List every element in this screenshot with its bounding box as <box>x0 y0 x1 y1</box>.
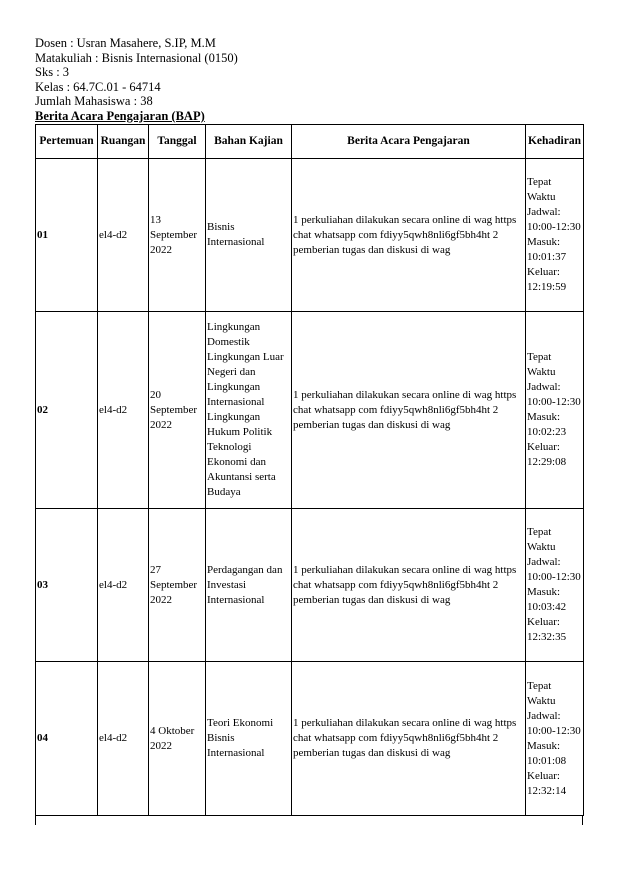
kehadiran-keluar: 12:32:14 <box>527 784 567 797</box>
table-row <box>36 312 584 509</box>
kehadiran-masuk-label: Masuk: <box>527 411 560 423</box>
kehadiran-masuk: 10:01:08 <box>527 754 567 767</box>
kelas-line: Kelas : 64.7C.01 - 64714 <box>35 79 161 94</box>
table-header-row <box>36 125 584 159</box>
cell-tanggal: 27 September 2022 <box>149 509 206 662</box>
cell-berita-acara: 1 perkuliahan dilakukan secara online di wag https chat whatsapp com fdiyy5qwh8nli6gf5bh4ht 2 pemberian tugas dan diskusi di wag <box>292 662 526 816</box>
kehadiran-jadwal-label: Jadwal: <box>527 206 561 218</box>
cell-ruangan: el4-d2 <box>98 159 149 312</box>
kehadiran-masuk-label: Masuk: <box>527 586 560 598</box>
kehadiran-status: Tepat Waktu <box>527 679 556 707</box>
jumlah-mahasiswa-line: Jumlah Mahasiswa : 38 <box>35 94 153 109</box>
kehadiran-jadwal-label: Jadwal: <box>527 556 561 568</box>
cell-tanggal: 4 Oktober 2022 <box>149 662 206 816</box>
table-row <box>36 159 584 312</box>
cell-pertemuan: 04 <box>36 662 98 816</box>
kehadiran-keluar: 12:19:59 <box>527 281 567 293</box>
header-bahan-kajian: Bahan Kajian <box>206 125 292 159</box>
table-row <box>36 509 584 662</box>
kehadiran-status: Tepat Waktu <box>527 526 556 553</box>
kehadiran-jadwal: 10:00-12:30 <box>527 221 581 233</box>
kehadiran-jadwal: 10:00-12:30 <box>527 571 581 583</box>
document-header <box>35 36 238 124</box>
kehadiran-masuk-label: Masuk: <box>527 236 560 248</box>
kehadiran-masuk: 10:03:42 <box>527 601 567 613</box>
cell-ruangan: el4-d2 <box>98 509 149 662</box>
cell-ruangan: el4-d2 <box>98 662 149 816</box>
header-tanggal: Tanggal <box>149 125 206 159</box>
cell-bahan-kajian: Perdagangan dan Investasi Internasional <box>206 509 292 662</box>
sks-line: Sks : 3 <box>35 65 70 80</box>
dosen-line: Dosen : Usran Masahere, S.IP, M.M <box>35 36 216 50</box>
table-row <box>36 662 584 816</box>
cell-kehadiran <box>526 509 584 662</box>
cell-ruangan: el4-d2 <box>98 312 149 509</box>
cell-berita-acara: 1 perkuliahan dilakukan secara online di wag https chat whatsapp com fdiyy5qwh8nli6gf5bh4ht 2 pemberian tugas dan diskusi di wag <box>292 312 526 509</box>
table-caption: Berita Acara Pengajaran (BAP) <box>35 108 205 123</box>
cell-bahan-kajian: Bisnis Internasional <box>206 159 292 312</box>
cell-berita-acara: 1 perkuliahan dilakukan secara online di wag https chat whatsapp com fdiyy5qwh8nli6gf5bh4ht 2 pemberian tugas dan diskusi di wag <box>292 509 526 662</box>
header-kehadiran: Kehadiran <box>526 125 584 159</box>
cell-kehadiran <box>526 662 584 816</box>
header-ruangan: Ruangan <box>98 125 149 159</box>
kehadiran-masuk-label: Masuk: <box>527 739 560 752</box>
cell-pertemuan: 01 <box>36 159 98 312</box>
kehadiran-keluar-label: Keluar: <box>527 441 560 453</box>
header-pertemuan: Pertemuan <box>36 125 98 159</box>
cell-pertemuan: 03 <box>36 509 98 662</box>
cell-pertemuan: 02 <box>36 312 98 509</box>
cell-bahan-kajian: Lingkungan Domestik Lingkungan Luar Negeri dan Lingkungan Internasional Lingkungan Hukum Politik Teknologi Ekonomi dan Akuntansi serta Budaya <box>206 312 292 509</box>
cell-kehadiran <box>526 312 584 509</box>
kehadiran-keluar-label: Keluar: <box>527 266 560 278</box>
kehadiran-keluar: 12:32:35 <box>527 631 567 643</box>
cell-berita-acara: 1 perkuliahan dilakukan secara online di wag https chat whatsapp com fdiyy5qwh8nli6gf5bh4ht 2 pemberian tugas dan diskusi di wag <box>292 159 526 312</box>
kehadiran-jadwal: 10:00-12:30 <box>527 724 581 737</box>
bap-table <box>35 124 584 816</box>
cell-tanggal: 20 September 2022 <box>149 312 206 509</box>
kehadiran-masuk: 10:02:23 <box>527 426 567 438</box>
cell-bahan-kajian: Teori Ekonomi Bisnis Internasional <box>206 662 292 816</box>
kehadiran-keluar-label: Keluar: <box>527 769 560 782</box>
cell-tanggal: 13 September 2022 <box>149 159 206 312</box>
kehadiran-keluar: 12:29:08 <box>527 456 567 468</box>
cell-kehadiran <box>526 159 584 312</box>
kehadiran-jadwal: 10:00-12:30 <box>527 396 581 408</box>
kehadiran-jadwal-label: Jadwal: <box>527 381 561 393</box>
kehadiran-jadwal-label: Jadwal: <box>527 709 561 722</box>
table-continuation <box>35 815 583 825</box>
matakuliah-line: Matakuliah : Bisnis Internasional (0150) <box>35 50 238 65</box>
kehadiran-status: Tepat Waktu <box>527 176 556 203</box>
kehadiran-status: Tepat Waktu <box>527 351 556 378</box>
kehadiran-keluar-label: Keluar: <box>527 616 560 628</box>
kehadiran-masuk: 10:01:37 <box>527 251 567 263</box>
header-berita-acara: Berita Acara Pengajaran <box>292 125 526 159</box>
